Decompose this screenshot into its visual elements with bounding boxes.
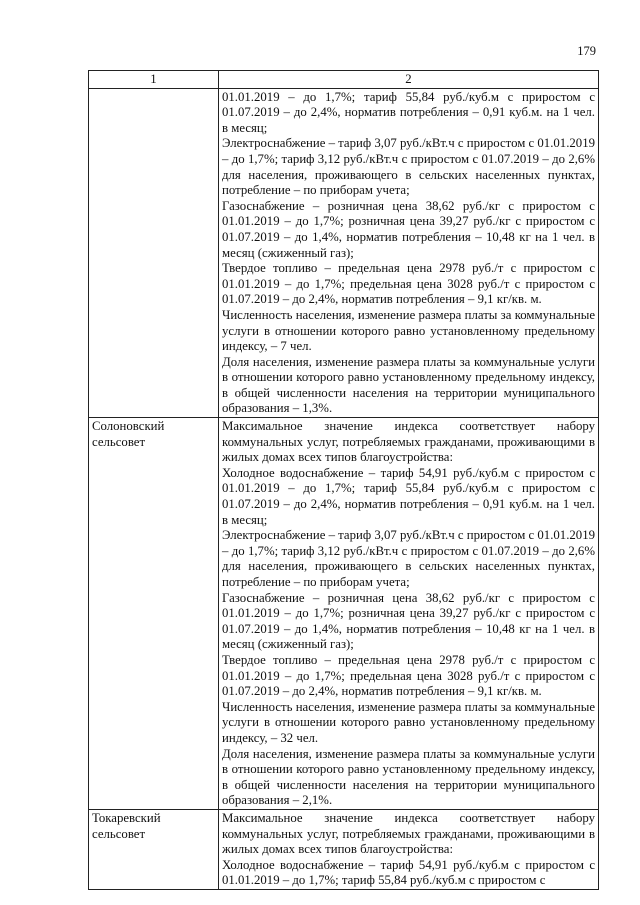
municipality-name-line: сельсовет bbox=[92, 826, 146, 841]
description-paragraph: Электроснабжение – тариф 3,07 руб./кВт.ч с приростом с 01.01.2019 – до 1,7%; тариф 3,12 руб./кВт.ч с приростом с 01.07.2019 – до 2,6% для населения, проживающего в сельских населенных пунктах, потребление – по приборам учета; bbox=[222, 528, 595, 589]
description-paragraph: Численность населения, изменение размера платы за коммунальные услуги в отношении которого равно установленному предельному индексу, – 32 чел. bbox=[222, 699, 595, 745]
description-cell bbox=[219, 88, 599, 417]
tariff-table bbox=[88, 70, 599, 890]
municipality-cell bbox=[89, 809, 219, 889]
description-paragraph: Газоснабжение – розничная цена 38,62 руб./кг с приростом с 01.01.2019 – до 1,7%; розничная цена 39,27 руб./кг с приростом с 01.07.2019 – до 1,4%, норматив потребления – 10,48 кг на 1 чел. в месяц (сжиженный газ); bbox=[222, 198, 595, 260]
column-header-1: 1 bbox=[89, 71, 219, 89]
municipality-name-line: Солоновский bbox=[92, 419, 165, 434]
description-paragraph: Численность населения, изменение размера платы за коммунальные услуги в отношении которого равно установленному предельному индексу, – 7 чел. bbox=[222, 307, 595, 354]
description-paragraph: Доля населения, изменение размера платы за коммунальные услуги в отношении которого равно установленному предельному индексу, в общей численности населения на территории муниципального образования – 2,1%. bbox=[222, 746, 595, 808]
description-cell bbox=[219, 809, 599, 889]
description-paragraph: Доля населения, изменение размера платы за коммунальные услуги в отношении которого равно установленному предельному индексу, в общей численности населения на территории муниципального образования – 1,3%. bbox=[222, 354, 595, 416]
description-paragraph: 01.01.2019 – до 1,7%; тариф 55,84 руб./куб.м с приростом с 01.07.2019 – до 2,4%, норматив потребления – 0,91 куб.м. на 1 чел. в месяц; bbox=[222, 89, 595, 135]
description-paragraph: Холодное водоснабжение – тариф 54,91 руб./куб.м с приростом с 01.01.2019 – до 1,7%; тариф 55,84 руб./куб.м с приростом с bbox=[222, 857, 595, 888]
description-paragraph: Газоснабжение – розничная цена 38,62 руб./кг с приростом с 01.01.2019 – до 1,7%; розничная цена 39,27 руб./кг с приростом с 01.07.2019 – до 1,4%, норматив потребления – 10,48 кг на 1 чел. в месяц (сжиженный газ); bbox=[222, 590, 595, 652]
table-header-row bbox=[89, 71, 599, 89]
description-cell bbox=[219, 418, 599, 810]
table-row bbox=[89, 809, 599, 889]
municipality-name-line: Токаревский bbox=[92, 810, 161, 825]
page-number: 179 bbox=[577, 44, 596, 58]
description-paragraph: Твердое топливо – предельная цена 2978 руб./т с приростом с 01.01.2019 – до 1,7%; предельная цена 3028 руб./т с приростом с 01.07.2019 – до 2,4%, норматив потребления – 9,1 кг/кв. м. bbox=[222, 261, 595, 307]
description-paragraph: Максимальное значение индекса соответствует набору коммунальных услуг, потребляемых гражданами, проживающими в жилых домах всех типов благоустройства: bbox=[222, 810, 595, 857]
municipality-cell bbox=[89, 418, 219, 810]
description-paragraph: Электроснабжение – тариф 3,07 руб./кВт.ч с приростом с 01.01.2019 – до 1,7%; тариф 3,12 руб./кВт.ч с приростом с 01.07.2019 – до 2,6% для населения, проживающего в сельских населенных пунктах, потребление – по приборам учета; bbox=[222, 136, 595, 198]
municipality-name-line: сельсовет bbox=[92, 434, 146, 449]
municipality-cell bbox=[89, 88, 219, 417]
description-paragraph: Холодное водоснабжение – тариф 54,91 руб./куб.м с приростом с 01.01.2019 – до 1,7%; тариф 55,84 руб./куб.м с приростом с 01.07.2019 – до 2,4%, норматив потребления – 0,91 куб.м. на 1 чел. в месяц; bbox=[222, 465, 595, 527]
column-header-2: 2 bbox=[219, 71, 599, 89]
table-row bbox=[89, 418, 599, 810]
description-paragraph: Твердое топливо – предельная цена 2978 руб./т с приростом с 01.01.2019 – до 1,7%; предельная цена 3028 руб./т с приростом с 01.07.2019 – до 2,4%, норматив потребления – 9,1 кг/кв. м. bbox=[222, 652, 595, 699]
table-row bbox=[89, 88, 599, 417]
description-paragraph: Максимальное значение индекса соответствует набору коммунальных услуг, потребляемых гражданами, проживающими в жилых домах всех типов благоустройства: bbox=[222, 419, 595, 465]
